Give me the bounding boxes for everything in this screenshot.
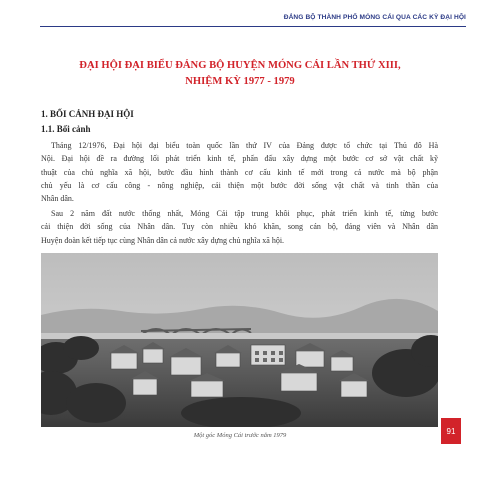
paragraph-1-line: thuật của chủ nghĩa xã hội, bước đầu hình thành cơ cấu kinh tế mới trong cả nước mà bộ phận — [41, 167, 438, 177]
paragraph-1-line: Nội. Đại hội đề ra đường lối phát triển kinh tế, phấn đấu xây dựng một bước cơ sở vật chất kỹ — [41, 154, 438, 164]
historic-town-photo — [41, 253, 438, 427]
header-rule — [40, 26, 466, 27]
chapter-title-line-1: ĐẠI HỘI ĐẠI BIỂU ĐẢNG BỘ HUYỆN MÓNG CÁI LẦN THỨ XIII, — [79, 60, 401, 71]
photo-caption: Một góc Móng Cái trước năm 1979 — [193, 432, 287, 439]
chapter-title — [30, 58, 450, 89]
page-number-badge: 91 — [441, 418, 461, 444]
paragraph-1-line: Tháng 12/1976, Đại hội đại biểu toàn quốc lần thứ IV của Đảng được tổ chức tại Thủ đô Hà — [51, 141, 438, 150]
paragraph-1 — [41, 139, 438, 205]
paragraph-1-line: Nhân dân. — [41, 194, 74, 204]
subsection-heading: 1.1. Bối cảnh — [41, 124, 91, 134]
photo-illustration — [41, 253, 438, 427]
section-heading: 1. BỐI CẢNH ĐẠI HỘI — [41, 109, 134, 119]
paragraph-2 — [41, 207, 438, 247]
paragraph-1-line: chủ yếu là cơ cấu công - nông nghiệp, cải thiện một bước đời sống vật chất và tinh thần của — [41, 180, 438, 190]
paragraph-2-line: cải thiện đời sống của Nhân dân. Tuy còn nhiều khó khăn, song cán bộ, đảng viên và Nhân dân — [41, 222, 438, 232]
paragraph-2-line: Huyện đoàn kết tiếp tục cùng Nhân dân cả nước xây dựng chủ nghĩa xã hội. — [41, 235, 285, 245]
chapter-title-line-2: NHIỆM KỲ 1977 - 1979 — [185, 75, 295, 87]
running-header: ĐẢNG BỘ THÀNH PHỐ MÓNG CÁI QUA CÁC KỲ ĐẠI HỘI — [283, 14, 466, 21]
paragraph-2-line: Sau 2 năm đất nước thống nhất, Móng Cái tập trung khôi phục, phát triển kinh tế, từng bước — [51, 209, 438, 218]
